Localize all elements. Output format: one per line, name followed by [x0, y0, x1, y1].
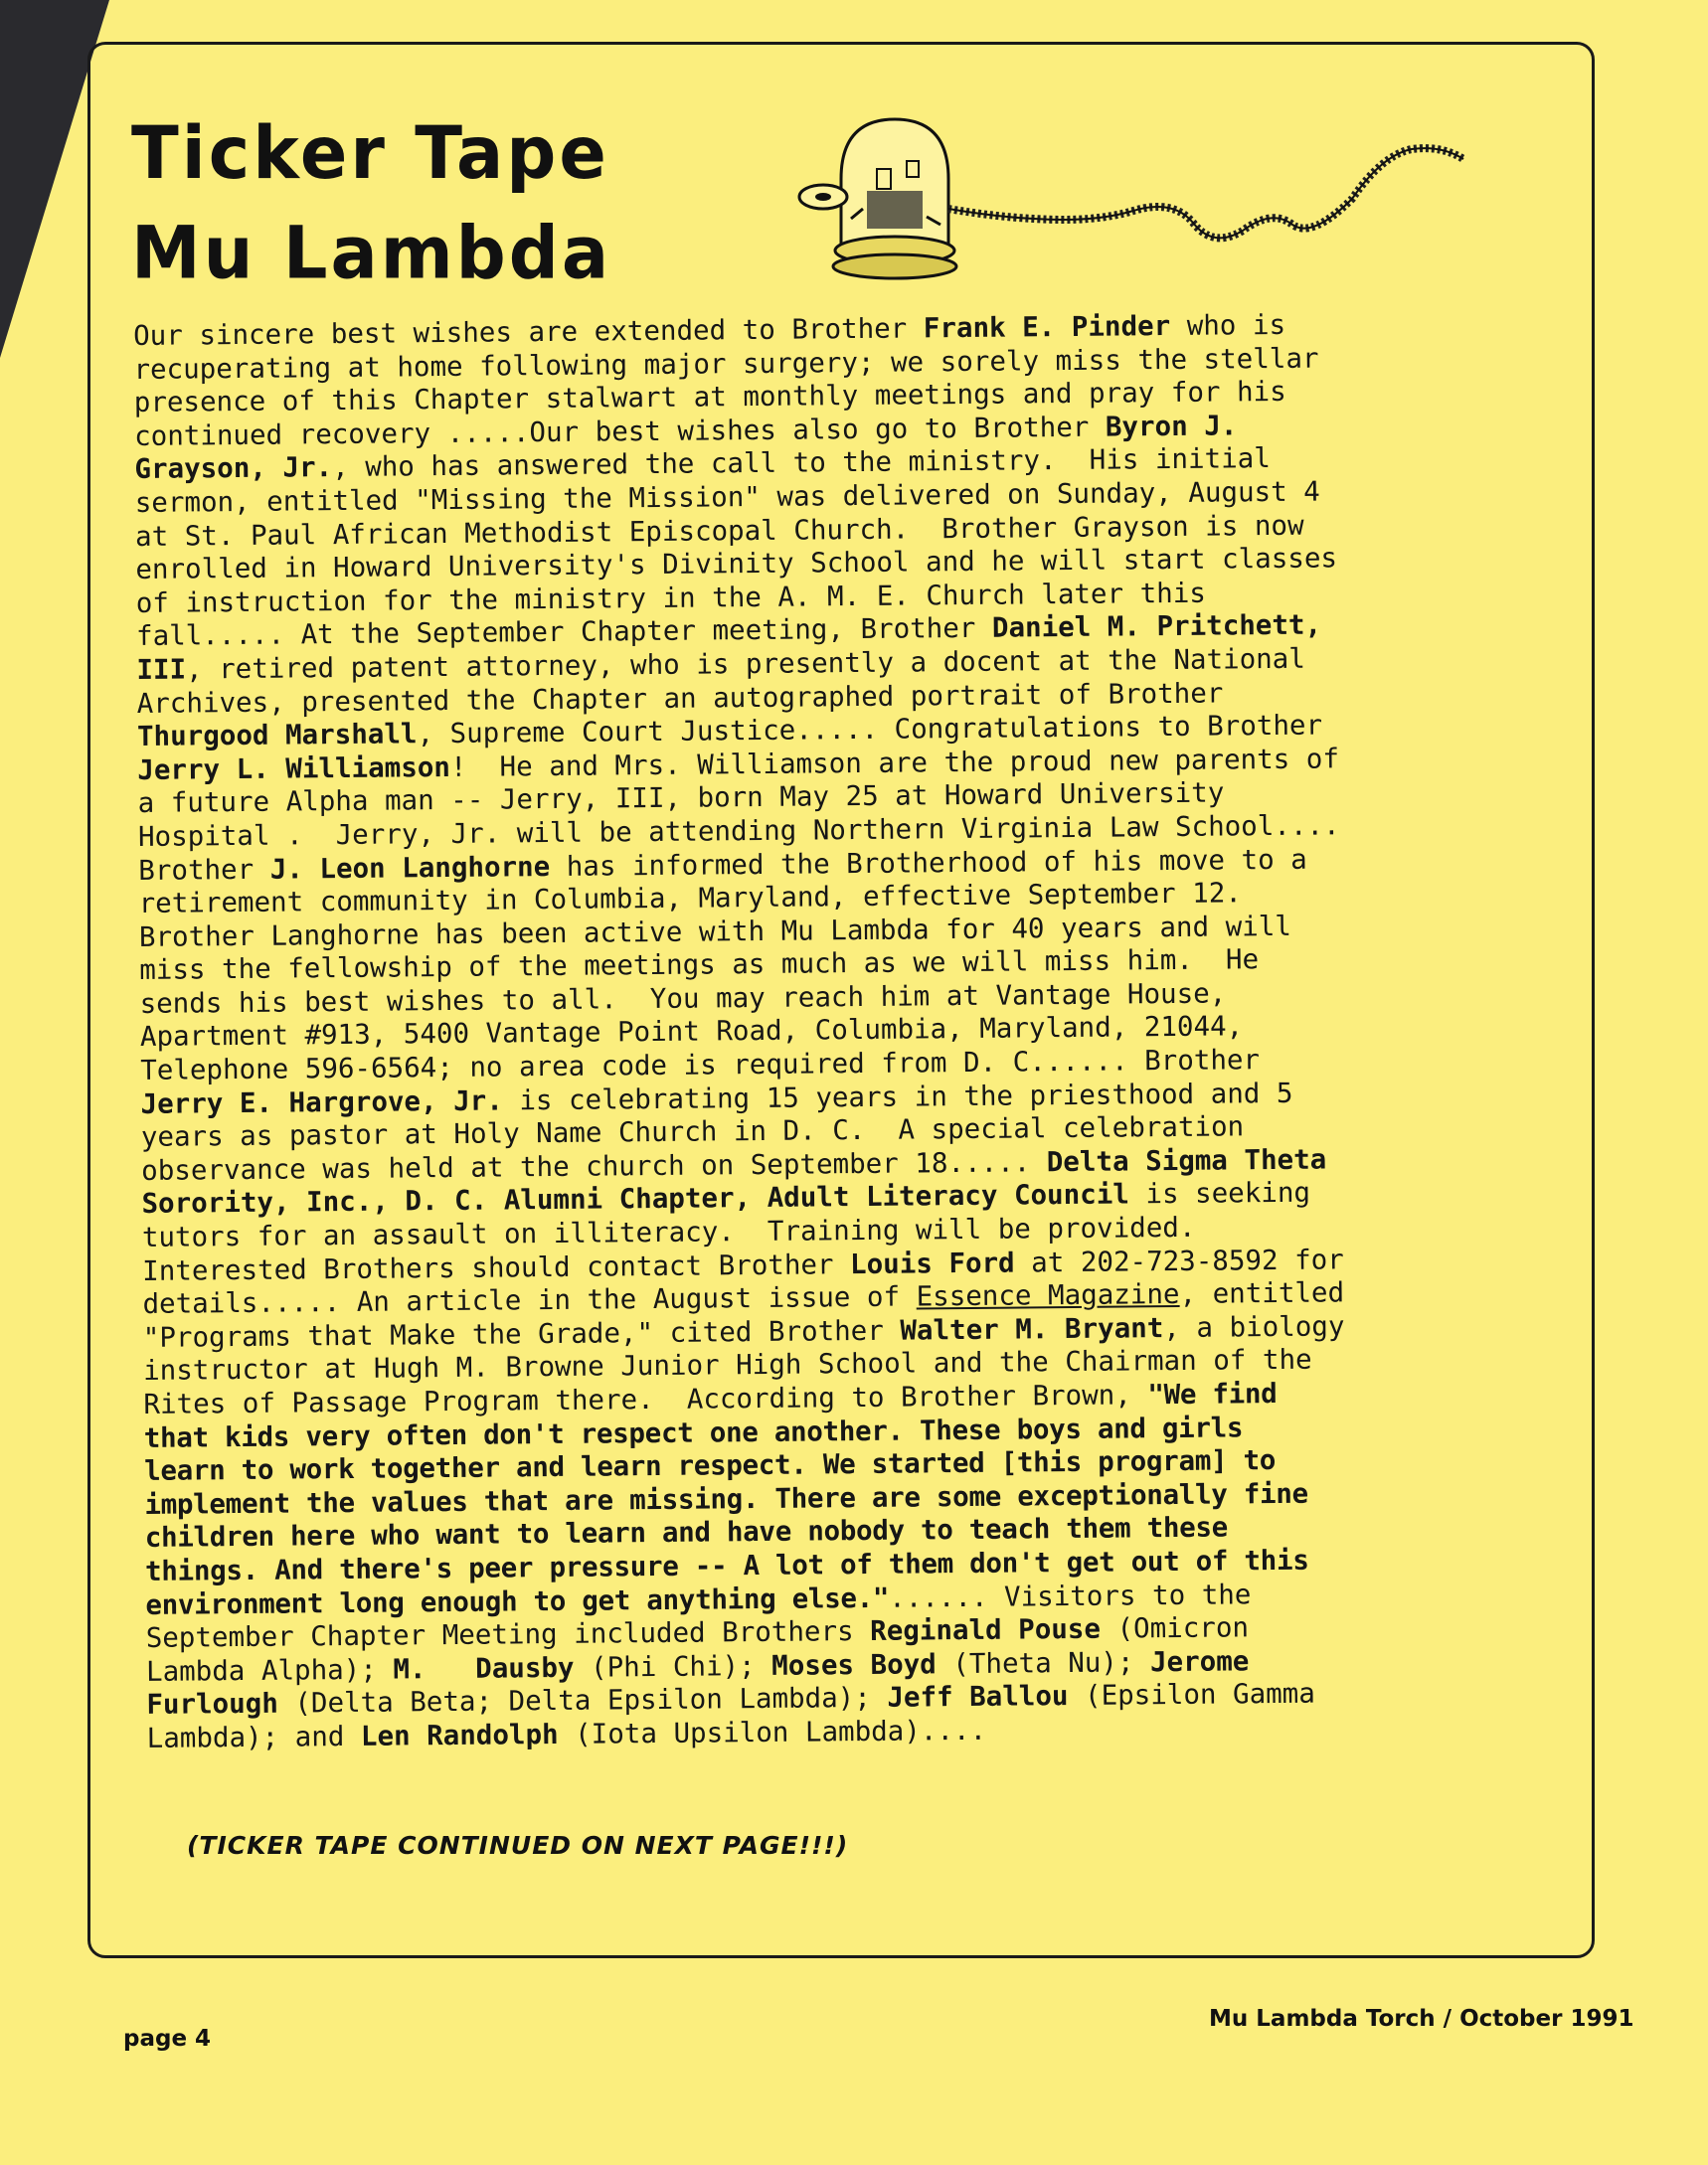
text: presence of this Chapter stalwart at monthly meetings and pray for his [133, 376, 1286, 419]
name-bold: Furlough [146, 1688, 278, 1722]
name-bold: Jerome [1149, 1645, 1250, 1678]
text: enrolled in Howard University's Divinity School and he will start classes [135, 542, 1338, 586]
text: ! He and Mrs. Williamson are the proud new parents of [449, 743, 1340, 783]
publication-line: Mu Lambda Torch / October 1991 [1209, 2006, 1634, 2032]
name-bold: Delta Sigma Theta [1046, 1143, 1327, 1179]
text: tutors for an assault on illiteracy. Training will be provided. [141, 1211, 1196, 1253]
name-bold: Walter M. Bryant [900, 1311, 1164, 1347]
quote-text: children here who want to learn and have nobody to teach them these [144, 1511, 1229, 1555]
text: , a biology [1163, 1310, 1345, 1344]
name-bold: Frank E. Pinder [923, 309, 1171, 345]
text: instructor at Hugh M. Browne Junior High School and the Chairman of the [142, 1344, 1312, 1388]
name-bold: Byron J. [1105, 410, 1238, 443]
text: Telephone 596-6564; no area code is required from D. C...... Brother [140, 1044, 1261, 1087]
text: (Omicron [1100, 1611, 1250, 1645]
name-bold: Moses Boyd [771, 1648, 937, 1682]
name-bold: Jerry L. Williamson [137, 750, 451, 786]
text: who is [1170, 308, 1286, 342]
text: Brother [138, 853, 270, 887]
name-bold: Thurgood Marshall [136, 718, 418, 753]
text: Our sincere best wishes are extended to Brother [133, 312, 924, 352]
name-bold: Dausby [475, 1651, 575, 1685]
text: details..... An article in the August issue of [142, 1280, 917, 1321]
name-bold: Len Randolph [360, 1718, 559, 1752]
text: "Programs that Make the Grade," cited Brother [142, 1314, 901, 1354]
text: recuperating at home following major surgery; we sorely miss the stellar [133, 342, 1319, 386]
name-bold: Reginald Pouse [870, 1612, 1102, 1648]
text: , entitled [1179, 1276, 1345, 1311]
text: Hospital . Jerry, Jr. will be attending Northern Virginia Law School.... [137, 809, 1340, 853]
text: retirement community in Columbia, Maryland, effective September 12. [138, 877, 1243, 920]
text: September Chapter Meeting included Brothers [145, 1615, 871, 1655]
name-bold: Jeff Ballou [887, 1680, 1069, 1715]
quote-text: "We find [1147, 1378, 1278, 1412]
masthead-line-2: Mu Lambda [131, 210, 612, 296]
text: Lambda Alpha); [145, 1653, 394, 1688]
quote-text: learn to work together and learn respect. We started [this program] to [143, 1444, 1277, 1488]
text: Lambda); and [146, 1720, 362, 1754]
text: (Epsilon Gamma [1068, 1677, 1316, 1713]
text: continued recovery .....Our best wishes also go to Brother [133, 411, 1107, 452]
text: at 202-723-8592 for [1014, 1243, 1344, 1279]
text: Apartment #913, 5400 Vantage Point Road, Columbia, Maryland, 21044, [139, 1010, 1244, 1054]
text: Interested Brothers should contact Brother [142, 1248, 851, 1287]
text: Rites of Passage Program there. According to Brother Brown, [143, 1379, 1148, 1420]
text: Archives, presented the Chapter an autographed portrait of Brother [136, 677, 1224, 720]
text: (Delta Beta; Delta Epsilon Lambda); [277, 1682, 888, 1721]
text: is celebrating 15 years in the priesthood and 5 [502, 1077, 1293, 1117]
text: (Theta Nu); [936, 1645, 1151, 1681]
text: miss the fellowship of the meetings as much as we will miss him. He [139, 943, 1260, 987]
page-number: page 4 [123, 2026, 212, 2052]
text: at St. Paul African Methodist Episcopal Church. Brother Grayson is now [134, 509, 1304, 553]
quote-text: things. And there's peer pressure -- A lot of them don't get out of this [144, 1544, 1309, 1587]
text: is seeking [1128, 1177, 1311, 1211]
text: sermon, entitled "Missing the Mission" was delivered on Sunday, August 4 [134, 475, 1320, 519]
name-bold: III [136, 653, 187, 686]
masthead-line-1: Ticker Tape [131, 109, 609, 196]
continued-notice: (TICKER TAPE CONTINUED ON NEXT PAGE!!!) [187, 1831, 849, 1860]
text: ...... Visitors to the [889, 1578, 1252, 1614]
text [426, 1653, 475, 1685]
ticker-tape-machine-icon [795, 99, 1491, 288]
name-bold: Louis Ford [849, 1247, 1015, 1280]
text: , who has answered the call to the ministry. His initial [331, 442, 1271, 484]
quote-text: implement the values that are missing. There are some exceptionally fine [144, 1477, 1309, 1521]
name-bold: Sorority, Inc., D. C. Alumni Chapter, Adult Literacy Council [141, 1178, 1130, 1221]
text: (Phi Chi); [574, 1649, 772, 1684]
text: observance was held at the church on September 18..... [141, 1146, 1047, 1187]
text: , retired patent attorney, who is presently a docent at the National [185, 642, 1305, 686]
text: Brother Langhorne has been active with Mu Lambda for 40 years and will [138, 910, 1292, 953]
magazine-title: Essence Magazine [916, 1278, 1180, 1313]
quote-text: environment long enough to get anything else." [145, 1582, 890, 1621]
text: a future Alpha man -- Jerry, III, born May 25 at Howard University [137, 776, 1225, 820]
name-bold: J. Leon Langhorne [269, 850, 551, 886]
text: has informed the Brotherhood of his move to a [550, 843, 1307, 883]
text: (Iota Upsilon Lambda).... [558, 1714, 987, 1750]
text: sends his best wishes to all. You may reach him at Vantage House, [139, 977, 1227, 1020]
text: , Supreme Court Justice..... Congratulations to Brother [417, 709, 1323, 750]
name-bold: Daniel M. Pritchett, [991, 608, 1322, 645]
name-bold: M. [393, 1652, 427, 1686]
article-body [133, 306, 1589, 1755]
text: years as pastor at Holy Name Church in D. C. A special celebration [140, 1110, 1245, 1154]
name-bold: Grayson, Jr. [134, 451, 333, 486]
masthead [131, 102, 611, 303]
text: fall..... At the September Chapter meeting, Brother [135, 612, 993, 653]
name-bold: Jerry E. Hargrove, Jr. [140, 1084, 503, 1120]
quote-text: that kids very often don't respect one another. These boys and girls [143, 1411, 1244, 1454]
text: of instruction for the ministry in the A. M. E. Church later this [135, 577, 1207, 619]
